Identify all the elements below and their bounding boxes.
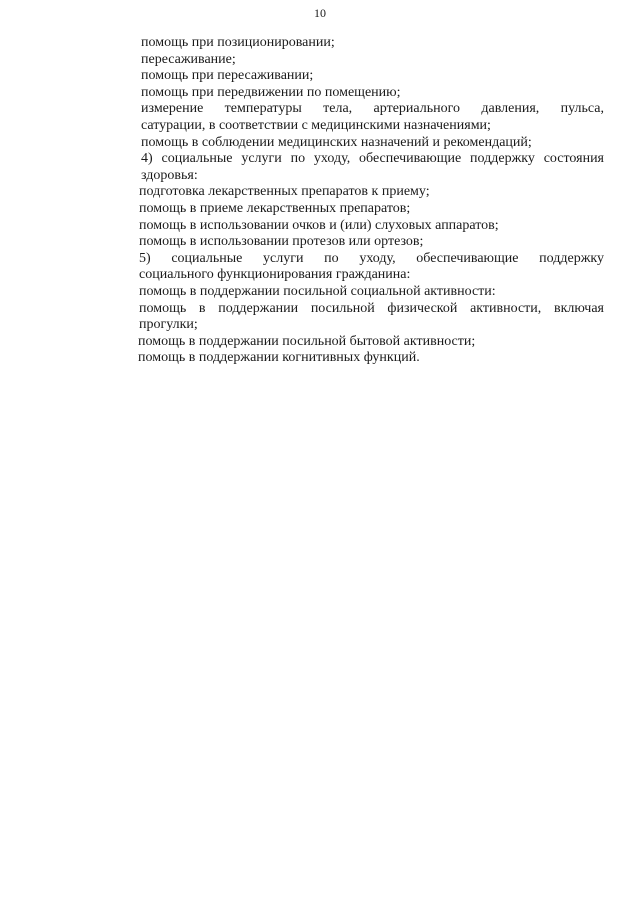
text-line: помощь при пересаживании; — [141, 68, 314, 84]
text-line: помощь при позиционировании; — [141, 35, 335, 50]
text-line: прогулки; — [139, 317, 198, 333]
text-line: пересаживание; — [141, 51, 236, 67]
document-body — [136, 35, 604, 367]
text-line: помощь в поддержании посильной социальной активности: — [139, 283, 496, 299]
text-line: помощь в поддержании посильной бытовой активности; — [138, 333, 476, 349]
text-line: подготовка лекарственных препаратов к приему; — [139, 184, 430, 200]
text-line: социального функционирования гражданина: — [139, 267, 411, 283]
page-number: 10 — [314, 6, 326, 20]
text-line: помощь при передвижении по помещению; — [141, 84, 401, 100]
text-line: здоровья: — [141, 167, 198, 183]
text-line: измерение температуры тела, артериального давления, пульса, — [141, 101, 604, 117]
text-line: помощь в приеме лекарственных препаратов; — [139, 200, 411, 216]
text-line: помощь в поддержании когнитивных функций. — [138, 350, 420, 366]
text-line: помощь в использовании протезов или ортезов; — [139, 234, 424, 250]
text-line: помощь в использовании очков и (или) слуховых аппаратов; — [139, 217, 499, 233]
text-line: сатурации, в соответствии с медицинскими назначениями; — [141, 117, 491, 133]
text-line: помощь в поддержании посильной физической активности, включая — [139, 300, 604, 316]
text-line: помощь в соблюдении медицинских назначений и рекомендаций; — [141, 134, 532, 150]
text-line: 5) социальные услуги по уходу, обеспечивающие поддержку — [139, 250, 604, 266]
text-line: 4) социальные услуги по уходу, обеспечивающие поддержку состояния — [141, 151, 604, 167]
